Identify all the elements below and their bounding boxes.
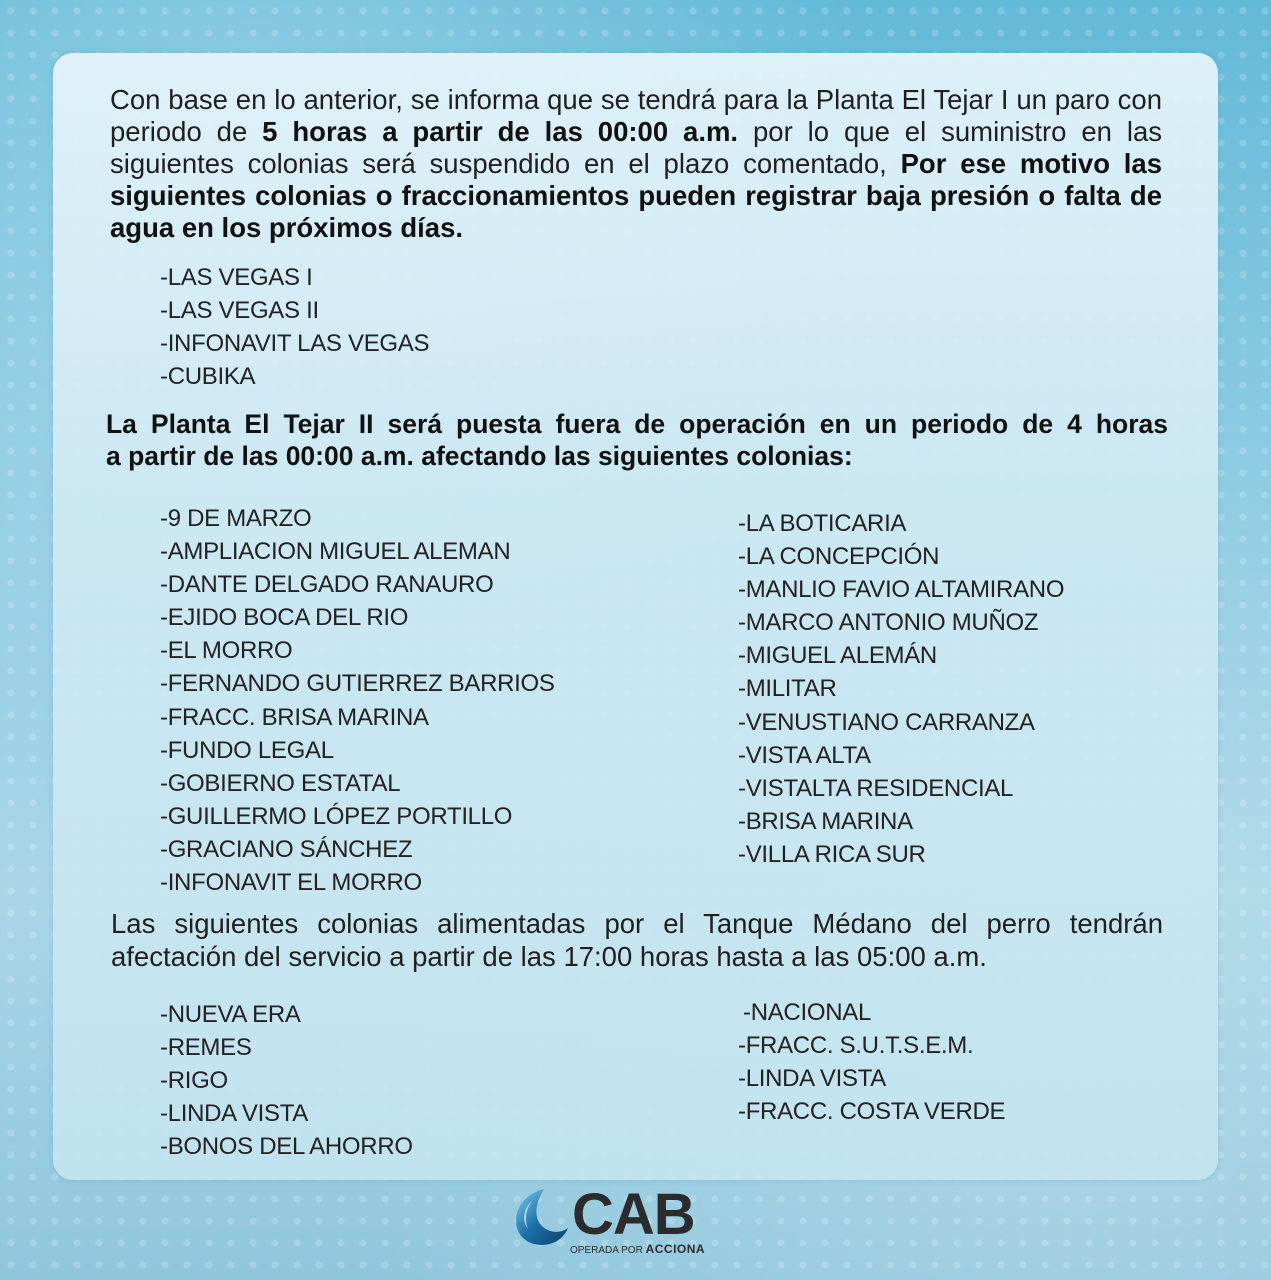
tejar2-heading — [106, 408, 1168, 472]
colonia-item: -9 DE MARZO — [160, 505, 312, 532]
tejar2-colonias-left-list — [160, 502, 555, 899]
colonia-item: -FUNDO LEGAL — [160, 736, 334, 764]
colonia-item: -INFONAVIT LAS VEGAS — [160, 330, 430, 358]
colonia-item: -AMPLIACION MIGUEL ALEMAN — [160, 538, 511, 566]
tanque-line2: afectación del servicio a partir de las 17:00 horas hasta a las 05:00 a.m. — [111, 941, 987, 972]
colonia-item: -MARCO ANTONIO MUÑOZ — [738, 609, 1039, 637]
tejar2-heading-line2: a partir de las 00:00 a.m. afectando las siguientes colonias: — [106, 441, 853, 471]
logo-operated-by: OPERADA POR — [570, 1245, 643, 1256]
tejar2-colonias-right-list — [738, 507, 1064, 871]
colonia-item: -LA CONCEPCIÓN — [738, 543, 940, 571]
tejar2-heading-line1: La Planta El Tejar II será puesta fuera de operación en un periodo de 4 horas — [106, 409, 1168, 439]
colonia-item: -REMES — [160, 1034, 252, 1062]
intro-text-2: por lo que el suministro en las siguientes colonias será suspendido en el plazo comentado, — [110, 116, 1163, 179]
colonia-item: -INFONAVIT EL MORRO — [160, 869, 422, 897]
colonia-item: -GUILLERMO LÓPEZ PORTILLO — [160, 802, 513, 830]
colonia-item: -RIGO — [160, 1067, 228, 1095]
colonia-item: -VILLA RICA SUR — [738, 840, 926, 868]
colonia-item: -FRACC. BRISA MARINA — [160, 703, 429, 731]
colonia-item: -GOBIERNO ESTATAL — [160, 769, 401, 797]
colonia-item: -BONOS DEL AHORRO — [160, 1133, 413, 1161]
colonia-item: -NUEVA ERA — [160, 1001, 301, 1028]
colonia-item: -FERNANDO GUTIERREZ BARRIOS — [160, 670, 555, 698]
colonia-item: -DANTE DELGADO RANAURO — [160, 571, 494, 599]
colonia-item: -LA BOTICARIA — [738, 510, 907, 537]
tanque-colonias-left-list — [160, 998, 413, 1163]
colonia-item: -FRACC. COSTA VERDE — [738, 1098, 1006, 1126]
colonia-item: -EJIDO BOCA DEL RIO — [160, 604, 409, 632]
tejar1-colonias-list — [160, 261, 429, 393]
tanque-paragraph — [111, 907, 1163, 973]
colonia-item: -LAS VEGAS I — [160, 264, 313, 291]
tanque-line1: Las siguientes colonias alimentadas por el Tanque Médano del perro tendrán — [111, 908, 1163, 939]
intro-paragraph — [110, 84, 1162, 244]
logo-wordmark: CAB — [572, 1182, 695, 1247]
colonia-item: -FRACC. S.U.T.S.E.M. — [738, 1032, 974, 1060]
intro-highlight-duration: 5 horas a partir de las 00:00 a.m. — [262, 116, 739, 147]
colonia-item: -CUBIKA — [160, 363, 256, 391]
colonia-item: -VENUSTIANO CARRANZA — [738, 708, 1035, 736]
colonia-item: -BRISA MARINA — [738, 807, 913, 835]
colonia-item: -MIGUEL ALEMÁN — [738, 642, 937, 670]
colonia-item: -LAS VEGAS II — [160, 297, 319, 325]
colonia-item: -NACIONAL — [743, 999, 871, 1026]
colonia-item: -MILITAR — [738, 675, 837, 703]
colonia-item: -VISTA ALTA — [738, 741, 871, 769]
intro-text-1: Con base en lo anterior, se informa que se tendrá para la Planta El Tejar I un paro con periodo de — [110, 84, 1162, 147]
colonia-item: -LINDA VISTA — [738, 1065, 886, 1093]
colonia-item: -MANLIO FAVIO ALTAMIRANO — [738, 576, 1065, 604]
colonia-item: -EL MORRO — [160, 637, 293, 665]
colonia-item: -LINDA VISTA — [160, 1100, 308, 1128]
intro-warning: Por ese motivo las siguientes colonias o fraccionamientos pueden registrar baja presión o falta de agua en los próximos días. — [110, 148, 1163, 243]
logo-tagline — [570, 1243, 705, 1257]
tanque-colonias-right-list — [738, 996, 1005, 1128]
colonia-item: -GRACIANO SÁNCHEZ — [160, 835, 413, 863]
logo-partner: ACCIONA — [645, 1242, 706, 1256]
cab-logo — [514, 1182, 706, 1259]
colonia-item: -VISTALTA RESIDENCIAL — [738, 774, 1014, 802]
water-drop-icon — [514, 1187, 572, 1247]
